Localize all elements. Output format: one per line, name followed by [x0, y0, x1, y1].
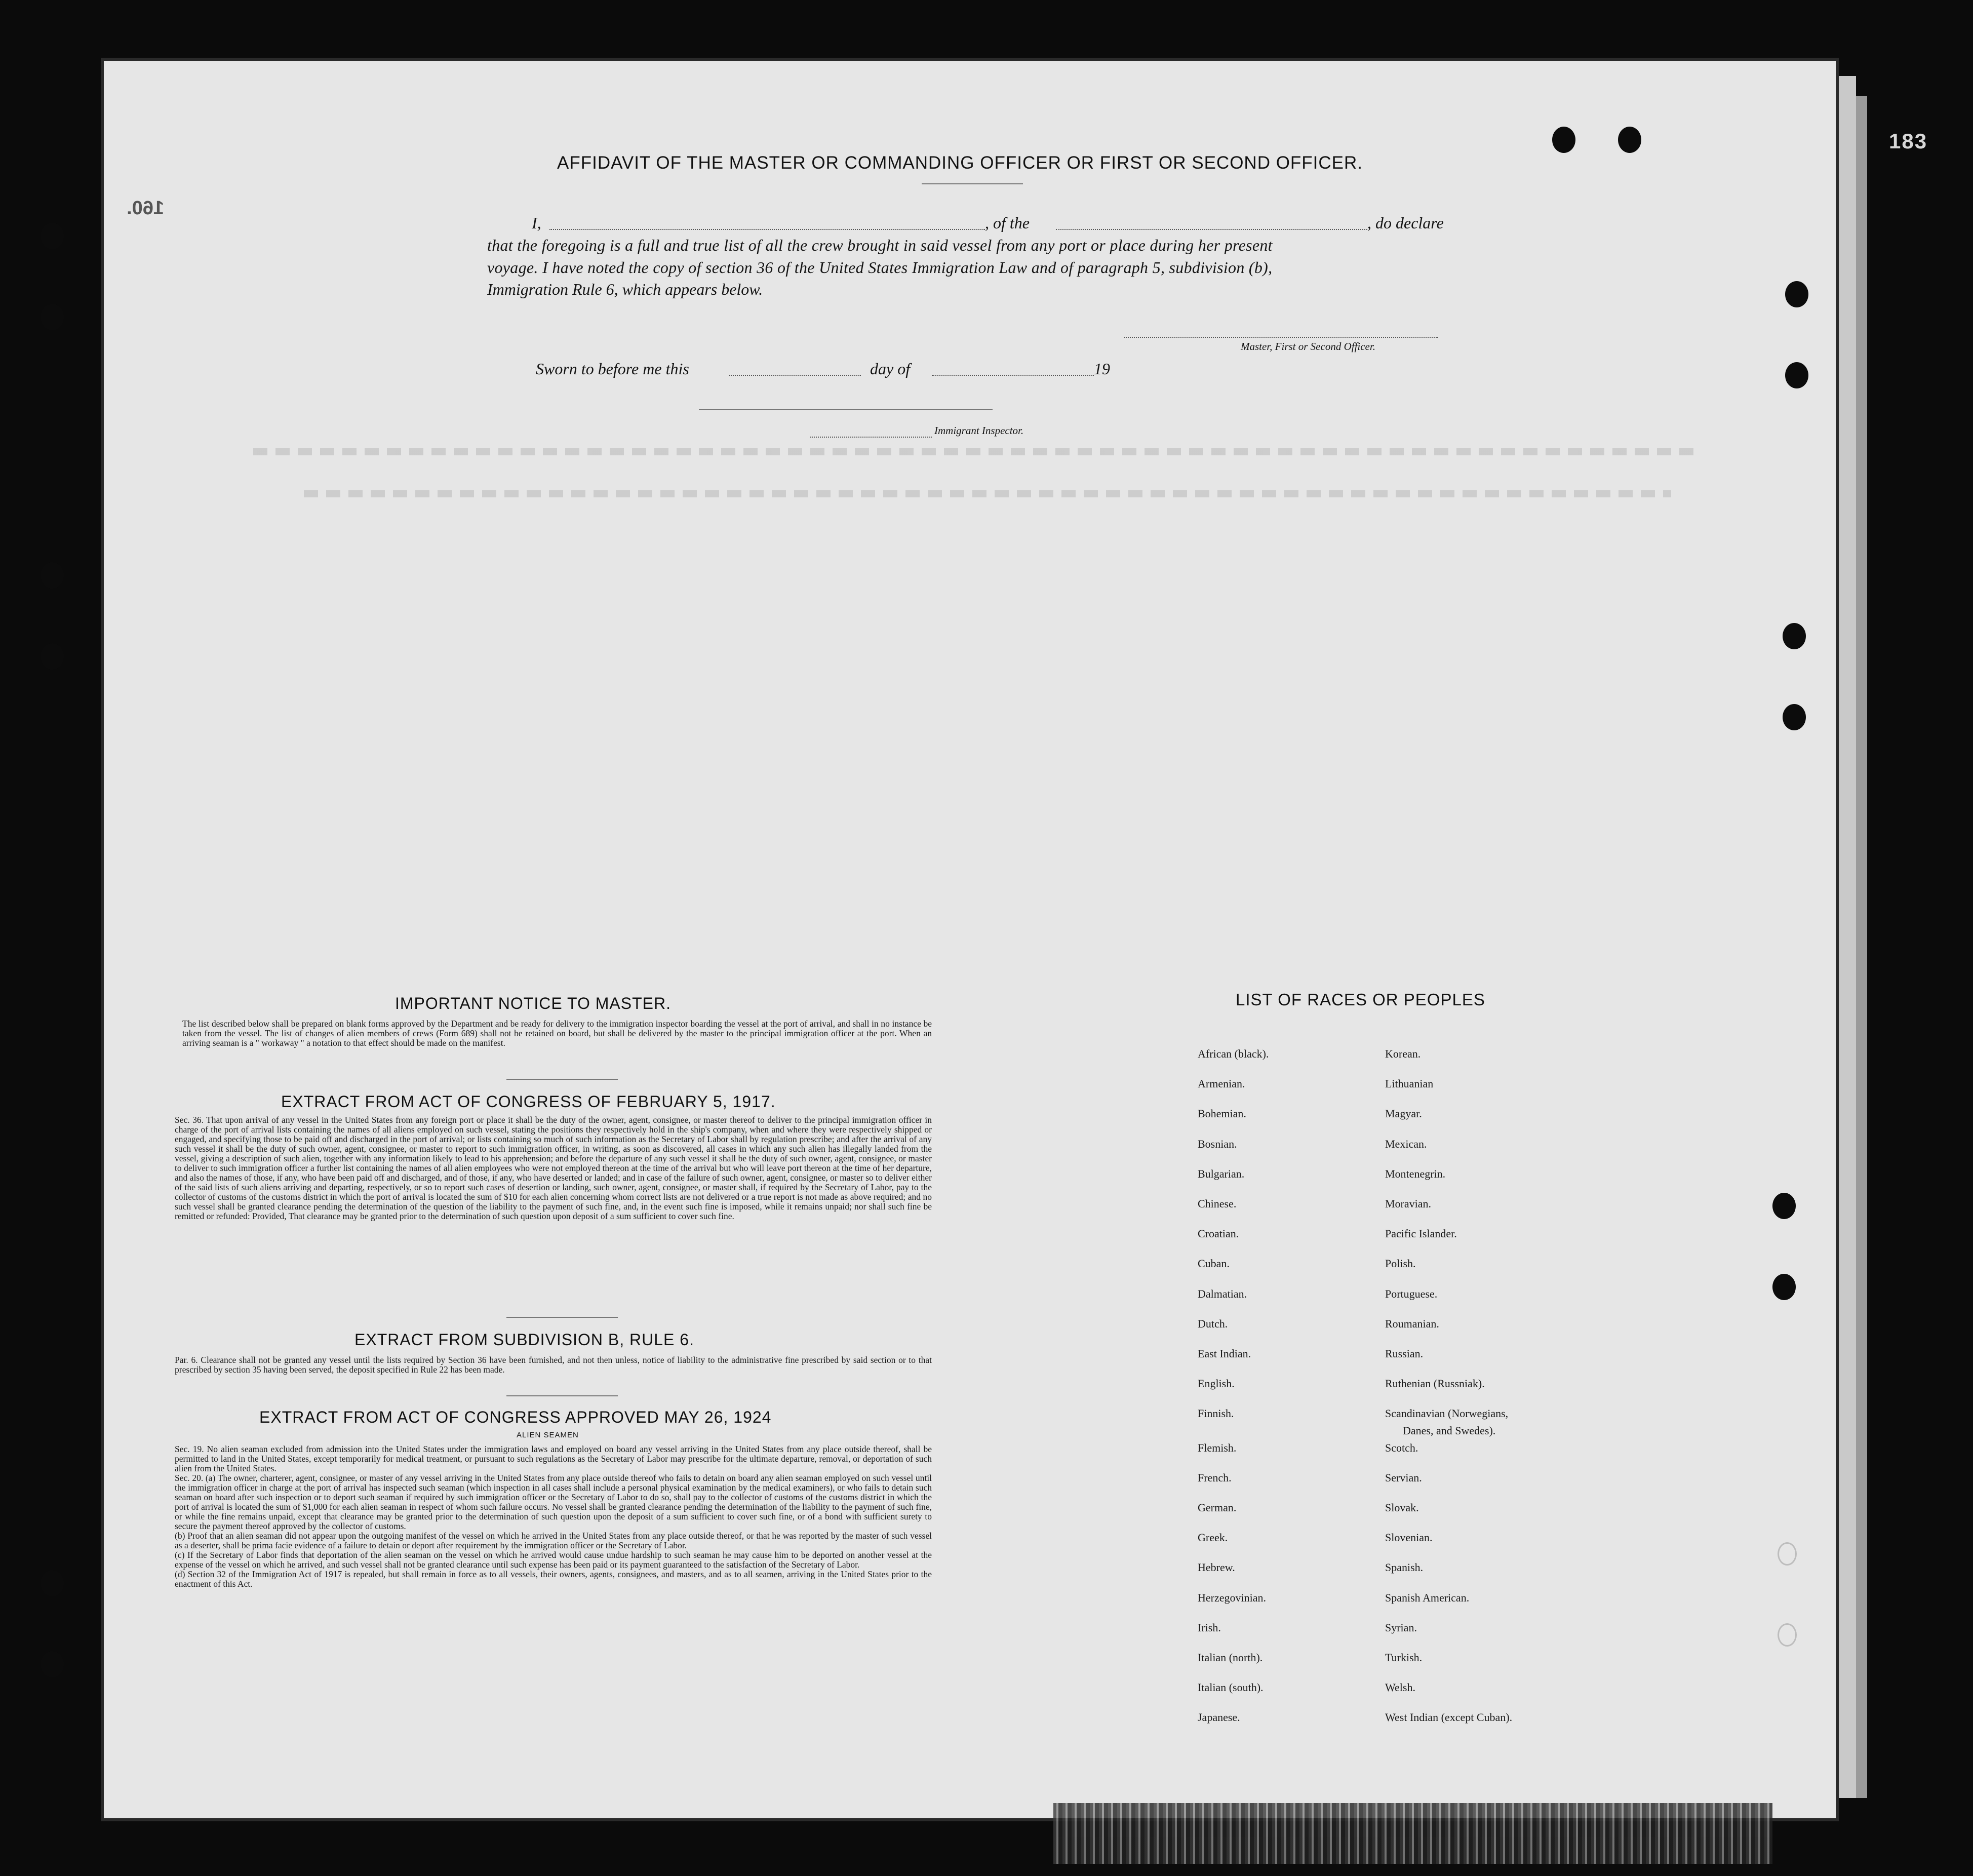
section-divider [506, 1395, 618, 1396]
race-item-left: Chinese. [1198, 1197, 1237, 1210]
race-item-right: Servian. [1385, 1471, 1422, 1484]
inspector-label: Immigrant Inspector. [934, 424, 1024, 437]
affidavit-title: AFFIDAVIT OF THE MASTER OR COMMANDING OFFICER OR FIRST OR SECOND OFFICER. [557, 153, 1363, 173]
sec-20c-text: (c) If the Secretary of Labor finds that deportation of the alien seaman on the vessel on which he arrived would cause undue hardship to such seaman he may cause him to be deported on another vessel at the expense of the vessel on which he arrived, and such vessel shall not be granted clearance until such expense has been paid or its payment guaranteed to the satisfaction of the Secretary of Labor. [175, 1550, 932, 1570]
bleed-through-text [253, 448, 1696, 455]
race-item-right: Roumanian. [1385, 1317, 1439, 1330]
day-of-label: day of [870, 360, 911, 378]
extract-rule6-text: Par. 6. Clearance shall not be granted any vessel until the lists required by Section 36 have been furnished, and not then unless, notice of liability to the administrative fine prescribed by said section or to that prescribed by section 35 having been served, the deposit specified in Rule 22 has been made. [175, 1355, 932, 1375]
race-item-left: Bohemian. [1198, 1107, 1246, 1120]
race-item-left: Flemish. [1198, 1441, 1237, 1454]
do-declare-label: , do declare [1367, 214, 1444, 232]
race-item-left: Italian (north). [1198, 1651, 1263, 1664]
race-item-right: Polish. [1385, 1257, 1416, 1270]
inspector-signature-field[interactable] [810, 437, 932, 438]
punch-hole [1772, 1274, 1796, 1300]
race-item-left: Hebrew. [1198, 1561, 1235, 1574]
punch-hole [1783, 623, 1806, 649]
extract-rule6-title: EXTRACT FROM SUBDIVISION B, RULE 6. [354, 1331, 694, 1349]
race-item-left: Greek. [1198, 1531, 1228, 1544]
race-item-left: English. [1198, 1377, 1235, 1390]
affidavit-body-line-2: voyage. I have noted the copy of section 36 of the United States Immigration Law and of paragraph 5, subdivision (b), [487, 258, 1273, 277]
race-item-left: Finnish. [1198, 1407, 1234, 1420]
sec-20d-text: (d) Section 32 of the Immigration Act of 1917 is repealed, but shall remain in force as to all vessels, their owners, agents, consignees, and masters, and as to all seamen, arriving in the United States prior to the enactment of this Act. [175, 1569, 932, 1589]
punch-hole [41, 1570, 64, 1596]
punch-hole [1778, 1623, 1797, 1647]
race-item-left: Herzegovinian. [1198, 1591, 1266, 1604]
race-item-left: Armenian. [1198, 1077, 1245, 1090]
race-item-left: French. [1198, 1471, 1232, 1484]
race-item-right: Mexican. [1385, 1138, 1427, 1150]
race-item-left: Dutch. [1198, 1317, 1228, 1330]
name-field[interactable] [549, 229, 985, 230]
sec-20b-text: (b) Proof that an alien seaman did not appear upon the outgoing manifest of the vessel on which he arrived in the United States from any place outside thereof, or that he was reported by the master of such vessel as a deserter, shall be prima facie evidence of a failure to detain or deport after requirement by the immigration officer or the Secretary of Labor. [175, 1531, 932, 1550]
punch-hole [1772, 1193, 1796, 1219]
sworn-label: Sworn to before me this [536, 360, 689, 378]
race-item-right: Slovenian. [1385, 1531, 1433, 1544]
punch-hole [1552, 127, 1575, 153]
race-item-right: Russian. [1385, 1347, 1424, 1360]
sworn-day-field[interactable] [729, 375, 861, 376]
title-underline [922, 183, 1023, 184]
race-item-right: Lithuanian [1385, 1077, 1434, 1090]
notice-title: IMPORTANT NOTICE TO MASTER. [395, 994, 671, 1012]
punch-hole [41, 304, 64, 330]
punch-hole [1785, 281, 1808, 307]
race-continuation: Danes, and Swedes). [1403, 1424, 1496, 1437]
race-item-left: Irish. [1198, 1621, 1221, 1634]
sec-20a-text: Sec. 20. (a) The owner, charterer, agent, consignee, or master of any vessel arriving in the United States from any place outside thereof who fails to detain on board any alien seaman employed on such vessel until the immigration officer in charge at the port of arrival has inspected such seaman (which inspection in all cases shall include a personal physical examination by the medical examiners), or who fails to detain such seaman on board after such inspection or to deport such seaman if required by such immigration officer or the Secretary of Labor to do so, shall pay to the collector of customs of the customs district in which the port of arrival is located the sum of $1,000 for each alien seaman in respect of whom such failure occurs. No vessel shall be granted clearance pending the determination of the liability to the payment of such fine, or while the fine remains unpaid, except that clearance may be granted prior to the determination of such question upon the deposit of a sum sufficient to cover such fine, or of a bond with sufficient surety to secure the payment thereof approved by the collector of customs. [175, 1473, 932, 1531]
race-item-left: Bosnian. [1198, 1138, 1237, 1150]
sworn-month-field[interactable] [932, 375, 1094, 376]
master-signature-label: Master, First or Second Officer. [1241, 340, 1375, 353]
race-item-left: Japanese. [1198, 1711, 1240, 1724]
extract-1924-title: EXTRACT FROM ACT OF CONGRESS APPROVED MAY 26, 1924 [259, 1408, 772, 1426]
affidavit-body-line-3: Immigration Rule 6, which appears below. [487, 280, 763, 298]
race-item-right: Magyar. [1385, 1107, 1422, 1120]
page-edge [1836, 76, 1856, 1798]
race-item-right: Slovak. [1385, 1501, 1419, 1514]
race-item-left: German. [1198, 1501, 1237, 1514]
race-item-right: West Indian (except Cuban). [1385, 1711, 1513, 1724]
punch-hole [1783, 704, 1806, 730]
extract-1924-subtitle: ALIEN SEAMEN [517, 1431, 579, 1439]
mirrored-stamp-number: 160. [127, 198, 164, 219]
punch-hole [1778, 1542, 1797, 1566]
race-item-left: East Indian. [1198, 1347, 1251, 1360]
punch-hole [41, 643, 64, 670]
race-item-left: African (black). [1198, 1047, 1269, 1060]
races-title: LIST OF RACES OR PEOPLES [1236, 990, 1485, 1009]
punch-hole [1785, 362, 1808, 388]
bleed-through-text [304, 490, 1671, 497]
punch-hole [41, 1651, 64, 1677]
punch-hole [41, 562, 64, 589]
section-divider [506, 1079, 618, 1080]
vessel-field[interactable] [1056, 229, 1367, 230]
race-item-left: Italian (south). [1198, 1681, 1264, 1694]
master-signature-field[interactable] [1124, 337, 1438, 338]
race-item-right: Korean. [1385, 1047, 1421, 1060]
extract-1917-title: EXTRACT FROM ACT OF CONGRESS OF FEBRUARY 5, 1917. [281, 1092, 776, 1111]
divider-line [699, 409, 993, 410]
race-item-right: Pacific Islander. [1385, 1227, 1457, 1240]
page-edge-shadow [1856, 96, 1867, 1798]
affidavit-body-line-1: that the foregoing is a full and true list of all the crew brought in said vessel from any port or place during her present [487, 236, 1273, 254]
section-divider [506, 1317, 618, 1318]
extract-1917-text: Sec. 36. That upon arrival of any vessel in the United States from any foreign port or place it shall be the duty of the owner, agent, consignee, or master thereof to deliver to the principal immigration officer in charge of the port of arrival lists containing the names of all aliens employed on such vessel, stating the positions they respectively hold in the ship's company, when and where they were respectively shipped or engaged, and specifying those to be paid off and discharged in the port of arrival; or lists containing so much of such information as the Secretary of Labor shall by regulation prescribe; and after the arrival of any such vessel it shall be the duty of such owner, agent, consignee, or master to report to such immigration officer, in writing, as soon as discovered, all cases in which any such alien has illegally landed from the vessel, giving a description of such alien, together with any information likely to lead to his apprehension; and before the departure of any such vessel it shall be the duty of such owner, agent, consignee, or master to deliver to such immigration officer a further list containing the names of all alien employees who were not employed thereon at the time of the arrival but who will leave port thereon at the time of her departure, and also the names of those, if any, who have been paid off and discharged, and of those, if any, who have deserted or landed; and in case of the failure of such owner, agent, consignee, or master so to deliver either of the said lists of such aliens arriving and departing, respectively, or so to report such cases of desertion or landing, such owner, agent, consignee, or master shall, if required by the Secretary of Labor, pay to the collector of customs of the customs district in which the port of arrival is located the sum of $10 for each alien concerning whom correct lists are not delivered or a true report is not made as above required; and no such vessel shall be granted clearance pending the determination of the question of the liability to the payment of such fine, and, in the event such fine is imposed, while it remains unpaid; nor shall such fine be remitted or refunded: Provided, That clearance may be granted prior to the determination of such question upon deposit of a sum sufficient to cover such fine. [175, 1115, 932, 1221]
page-number: 183 [1889, 129, 1928, 153]
race-item-right: Syrian. [1385, 1621, 1417, 1634]
race-item-right: Turkish. [1385, 1651, 1423, 1664]
race-item-right: Spanish. [1385, 1561, 1424, 1574]
notice-text: The list described below shall be prepared on blank forms approved by the Department and be ready for delivery to the immigration inspector boarding the vessel at the port of arrival, and shall in no instance be taken from the vessel. The list of changes of alien members of crews (Form 689) shall not be retained on board, but shall be delivered by the master to the principal immigration officer at the port. When an arriving seaman is a " workaway " a notation to that effect should be made on the manifest. [182, 1019, 932, 1048]
race-item-right: Montenegrin. [1385, 1167, 1446, 1180]
year-label: 19 [1094, 360, 1110, 378]
race-item-right: Moravian. [1385, 1197, 1432, 1210]
of-the-label: , of the [985, 214, 1030, 232]
race-item-right: Ruthenian (Russniak). [1385, 1377, 1485, 1390]
race-item-right: Portuguese. [1385, 1287, 1438, 1300]
punch-hole [41, 223, 64, 249]
race-item-right: Spanish American. [1385, 1591, 1470, 1604]
race-item-right: Scandinavian (Norwegians, [1385, 1407, 1509, 1420]
race-item-left: Croatian. [1198, 1227, 1239, 1240]
race-item-right: Scotch. [1385, 1441, 1418, 1454]
punch-hole [1618, 127, 1641, 153]
sec-19-text: Sec. 19. No alien seaman excluded from admission into the United States under the immigration laws and employed on board any vessel arriving in the United States from any place outside thereof, shall be permitted to land in the United States, except temporarily for medical treatment, or pursuant to such regulations as the Secretary of Labor may prescribe for the ultimate departure, removal, or deportation of such alien from the United States. [175, 1444, 932, 1473]
torn-bottom-edge [1053, 1803, 1772, 1864]
race-item-left: Cuban. [1198, 1257, 1230, 1270]
race-item-right: Welsh. [1385, 1681, 1415, 1694]
race-item-left: Bulgarian. [1198, 1167, 1245, 1180]
extract-1924-body [175, 1444, 932, 1589]
i-label: I, [532, 214, 541, 232]
race-item-left: Dalmatian. [1198, 1287, 1247, 1300]
